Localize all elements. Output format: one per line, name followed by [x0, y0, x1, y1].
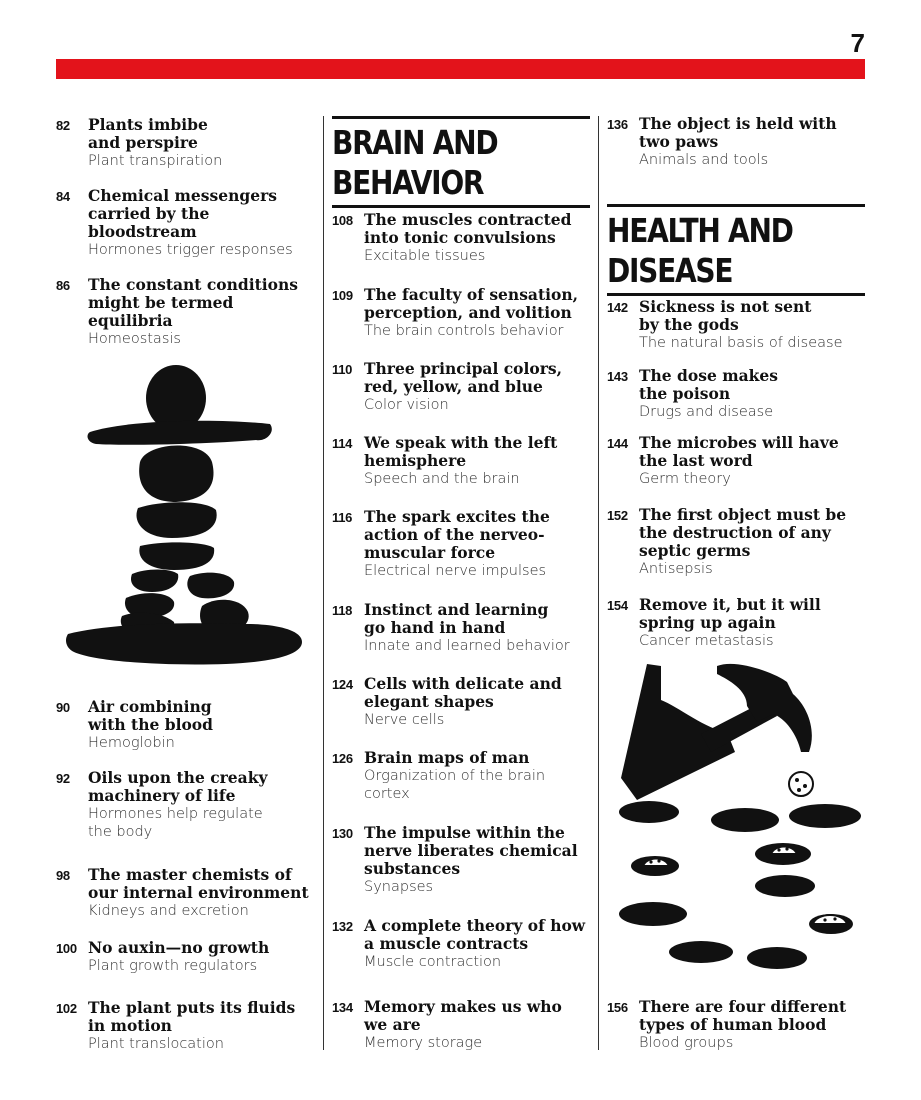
- entry-page-number: 144: [607, 436, 628, 451]
- entry-subtitle: Synapses: [364, 879, 434, 895]
- entry-title: The master chemists of our internal environment: [88, 865, 309, 902]
- entry-page-number: 132: [332, 919, 353, 934]
- entry-title: The impulse within the nerve liberates chemical substances: [364, 823, 578, 878]
- entry-page-number: 152: [607, 508, 628, 523]
- entry-page-number: 108: [332, 213, 353, 228]
- entry-subtitle: The brain controls behavior: [364, 323, 564, 339]
- entry-title: Remove it, but it will spring up again: [639, 595, 821, 632]
- entry-title: The faculty of sensation, perception, and volition: [364, 285, 579, 322]
- entry-subtitle: Plant growth regulators: [88, 958, 258, 974]
- entry-title: The first object must be the destruction of any septic germs: [639, 505, 847, 560]
- section-heading-text: BRAIN AND BEHAVIOR: [332, 123, 498, 202]
- entry-page-number: 156: [607, 1000, 628, 1015]
- entry-page-number: 143: [607, 369, 628, 384]
- section-heading-text: HEALTH AND DISEASE: [607, 211, 793, 290]
- entry-page-number: 124: [332, 677, 353, 692]
- entry-title: The dose makes the poison: [639, 366, 778, 403]
- entry-subtitle: Innate and learned behavior: [364, 638, 570, 654]
- entry-subtitle: Hormones trigger responses: [88, 242, 293, 258]
- entry-subtitle: Plant transpiration: [88, 153, 223, 169]
- entry-page-number: 86: [56, 278, 70, 293]
- entry-title: Memory makes us who we are: [364, 997, 562, 1034]
- entry-title: The microbes will have the last word: [639, 433, 839, 470]
- entry-title: There are four different types of human blood: [639, 997, 847, 1034]
- entry-page-number: 134: [332, 1000, 353, 1015]
- entry-subtitle: Excitable tissues: [364, 248, 486, 264]
- entry-title: Oils upon the creaky machinery of life: [88, 768, 268, 805]
- entry-title: No auxin—no growth: [88, 938, 270, 957]
- entry-subtitle: Muscle contraction: [364, 954, 502, 970]
- entry-subtitle: Germ theory: [639, 471, 731, 487]
- entry-title: The spark excites the action of the nerveo- muscular force: [364, 507, 550, 562]
- entry-title: Sickness is not sent by the gods: [639, 297, 812, 334]
- entry-subtitle: Plant translocation: [88, 1036, 224, 1052]
- entry-title: Instinct and learning go hand in hand: [364, 600, 549, 637]
- entry-subtitle: Memory storage: [364, 1035, 483, 1051]
- page-number: 7: [850, 28, 865, 58]
- entry-page-number: 84: [56, 189, 70, 204]
- entry-subtitle: Drugs and disease: [639, 404, 774, 420]
- entry-page-number: 118: [332, 603, 353, 618]
- entry-title: Three principal colors, red, yellow, and blue: [364, 359, 563, 396]
- entry-subtitle: Kidneys and excretion: [88, 903, 249, 919]
- entry-page-number: 114: [332, 436, 353, 451]
- column-divider-right: [598, 116, 599, 1050]
- entry-page-number: 126: [332, 751, 353, 766]
- entry-subtitle: Color vision: [364, 397, 449, 413]
- section-heading: [607, 204, 865, 296]
- entry-page-number: 130: [332, 826, 353, 841]
- entry-subtitle: Cancer metastasis: [639, 633, 774, 649]
- entry-subtitle: Speech and the brain: [364, 471, 520, 487]
- entry-subtitle: Organization of the brain cortex: [364, 768, 546, 802]
- entry-title: Air combining with the blood: [88, 697, 213, 734]
- column-divider-left: [323, 116, 324, 1050]
- entry-page-number: 100: [56, 941, 77, 956]
- entry-page-number: 90: [56, 700, 70, 715]
- entry-title: A complete theory of how a muscle contracts: [364, 916, 586, 953]
- entry-title: The object is held with two paws: [639, 114, 837, 151]
- entry-title: Chemical messengers carried by the bloodstream: [88, 186, 277, 241]
- entry-page-number: 102: [56, 1001, 77, 1016]
- entry-subtitle: The natural basis of disease: [639, 335, 843, 351]
- entry-page-number: 116: [332, 510, 353, 525]
- entry-title: Cells with delicate and elegant shapes: [364, 674, 562, 711]
- entry-subtitle: Blood groups: [639, 1035, 734, 1051]
- entry-title: The constant conditions might be termed equilibria: [88, 275, 299, 330]
- hammer-and-moles-illustration: [617, 660, 867, 975]
- inukshuk-stone-illustration: [66, 362, 306, 672]
- entry-title: We speak with the left hemisphere: [364, 433, 558, 470]
- entry-page-number: 136: [607, 117, 628, 132]
- entry-page-number: 110: [332, 362, 353, 377]
- entry-title: Brain maps of man: [364, 748, 530, 767]
- entry-page-number: 82: [56, 118, 70, 133]
- section-heading: [332, 116, 590, 208]
- entry-page-number: 154: [607, 598, 628, 613]
- entry-page-number: 142: [607, 300, 628, 315]
- entry-subtitle: Hormones help regulate the body: [88, 806, 263, 840]
- entry-subtitle: Homeostasis: [88, 331, 181, 347]
- entry-subtitle: Hemoglobin: [88, 735, 175, 751]
- entry-subtitle: Antisepsis: [639, 561, 713, 577]
- entry-page-number: 98: [56, 868, 70, 883]
- entry-subtitle: Nerve cells: [364, 712, 445, 728]
- entry-title: The plant puts its fluids in motion: [88, 998, 296, 1035]
- entry-subtitle: Animals and tools: [639, 152, 769, 168]
- entry-page-number: 92: [56, 771, 70, 786]
- entry-page-number: 109: [332, 288, 353, 303]
- entry-subtitle: Electrical nerve impulses: [364, 563, 547, 579]
- entry-title: Plants imbibe and perspire: [88, 115, 208, 152]
- entry-title: The muscles contracted into tonic convulsions: [364, 210, 572, 247]
- header-accent-bar: [56, 59, 865, 79]
